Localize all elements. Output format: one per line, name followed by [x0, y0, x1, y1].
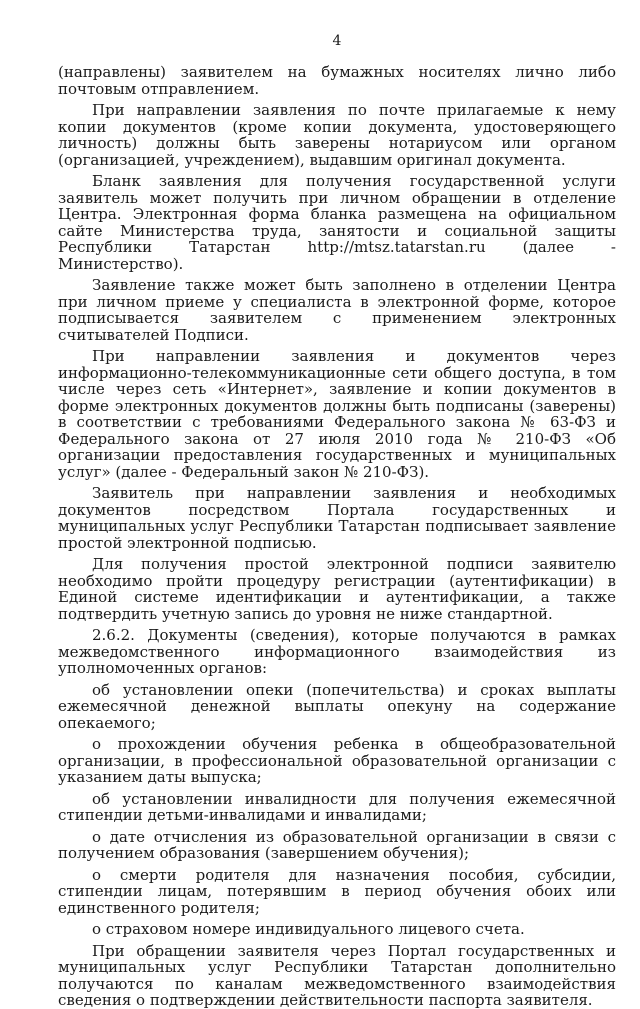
list-item: об установлении опеки (попечительства) и сроках выплаты ежемесячной денежной выплаты опекуну на содержание опекаемого; — [58, 680, 616, 732]
paragraph: Заявление также может быть заполнено в отделении Центра при личном приеме у специалиста в электронной форме, которое подписывается заявителем с применением электронных считывателей Подписи. — [58, 276, 616, 344]
list-item: о смерти родителя для назначения пособия, субсидии, стипендии лицам, потерявшим в период обучения обоих или единственного родителя; — [58, 865, 616, 917]
paragraph: При обращении заявителя через Портал государственных и муниципальных услуг Республики Татарстан дополнительно получаются по каналам межведомственного взаимодействия сведения о подтверждении действительности паспорта заявителя. — [58, 941, 616, 1009]
paragraph: 2.6.2. Документы (сведения), которые получаются в рамках межведомственного информационного взаимодействия из уполномоченных органов: — [58, 626, 616, 677]
paragraph: При направлении заявления по почте прилагаемые к нему копии документов (кроме копии документа, удостоверяющего личность) должны быть заверены нотариусом или органом (организацией, учреждением), выдавшим оригинал документа. — [58, 101, 616, 169]
paragraph: При направлении заявления и документов через информационно-телекоммуникационные сети общего доступа, в том числе через сеть «Интернет», заявление и копии документов в форме электронных документов должны быть подписаны (заверены) в соответствии с требованиями Федерального закона № 63-ФЗ и Федерального закона от 27 июля 2010 года № 210-ФЗ «Об организации предоставления государственных и муниципальных услуг» (далее - Федеральный закон № 210-ФЗ). — [58, 347, 616, 481]
page-number: 4 — [332, 33, 342, 49]
list-item: о прохождении обучения ребенка в общеобразовательной организации, в профессиональной образовательной организации с указанием даты выпуска; — [58, 735, 616, 786]
paragraph: Бланк заявления для получения государственной услуги заявитель может получить при личном обращении в отделение Центра. Электронная форма бланка размещена на официальном сайте Министерства труда, занятости и социальной защиты Республики Татарстан http://mtsz.tatarstan.ru (далее - Министерство). — [58, 172, 616, 273]
list-item: о страховом номере индивидуального лицевого счета. — [92, 920, 525, 938]
paragraph: (направлены) заявителем на бумажных носителях лично либо почтовым отправлением. — [58, 63, 616, 98]
list-item: об установлении инвалидности для получения ежемесячной стипендии детьми-инвалидами и инвалидами; — [58, 789, 616, 824]
paragraph: Для получения простой электронной подписи заявителю необходимо пройти процедуру регистрации (аутентификации) в Единой системе идентификации и аутентификации, а также подтвердить учетную запись до уровня не ниже стандартной. — [58, 555, 616, 623]
document-body — [58, 64, 616, 1009]
paragraph: Заявитель при направлении заявления и необходимых документов посредством Портала государственных и муниципальных услуг Республики Татарстан подписывает заявление простой электронной подписью. — [58, 484, 616, 552]
list-item: о дате отчисления из образовательной организации в связи с получением образования (завершением обучения); — [58, 827, 616, 862]
